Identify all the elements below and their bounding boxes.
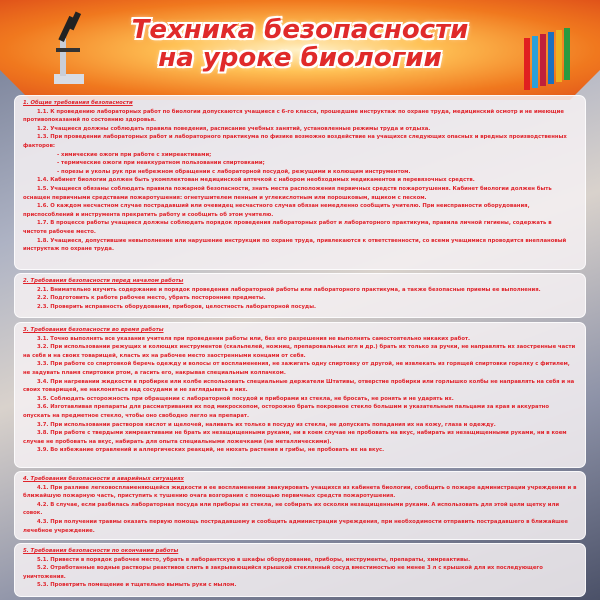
rule-item: 3.1. Точно выполнять все указания учителя при проведении работы или, без его разрешения не выполнять самостоятельно никаких работ.	[37, 335, 471, 342]
rule-item: 1.7. В процессе работы учащиеся должны соблюдать порядок проведения лабораторных работ и лабораторного практикума, правила личной гигиены, содержать в чистоте рабочее место.	[23, 220, 552, 235]
rule-item: 3.9. Во избежание отравлений и аллергических реакций, не нюхать растения и грибы, не пробовать их на вкус.	[37, 447, 385, 454]
rule-item: 1.3. При проведении лабораторных работ и лабораторного практикума по физике возможно воздействие на учащихся следующих опасных и вредных производственных факторов:	[23, 134, 567, 149]
rule-item: 3.5. Соблюдать осторожность при обращении с лабораторной посудой и приборами из стекла, не бросать, не ронять и не ударять их.	[37, 395, 454, 402]
rule-item: 5.2. Отработанные водные растворы реактивов слить в закрывающийся крышкой стеклянный сосуд вместимостью не менее 3 л с крышкой для их последующего уничтожения.	[23, 565, 543, 580]
rule-item: 3.8. При работе с твердыми химреактивами не брать их незащищенными руками, ни в коем случае не пробовать на вкус, набирать из незащищенными руками, ни в коем случае не пробовать на вкус, набирать для опыта специальными ложечками (не металлическими).	[23, 430, 567, 445]
section-heading: 1. Общие требования безопасности	[23, 100, 133, 106]
microscope-icon	[48, 8, 88, 88]
rule-item: 2.3. Проверить исправность оборудования, приборов, целостность лабораторной посуды.	[37, 303, 317, 310]
section-emergency	[14, 471, 586, 540]
rule-item: 2.1. Внимательно изучить содержание и порядок проведения лабораторной работы или лабораторного практикума, а также безопасные приемы ее выполнения.	[37, 286, 541, 293]
rule-item: 1.1. К проведению лабораторных работ по биологии допускаются учащиеся с 6-го класса, прошедшие инструктаж по охране труда, медицинский осмотр и не имеющие противопоказаний по состоянию здоровья.	[23, 108, 564, 124]
rule-item: 1.4. Кабинет биологии должен быть укомплектован медицинской аптечкой с набором необходимых медикаментов и перевязочных средств.	[37, 177, 475, 184]
test-tubes-icon	[520, 28, 580, 98]
section-before-work	[14, 273, 586, 318]
section-after-work	[14, 543, 586, 597]
rule-item: 3.2. При использовании режущих и колющих инструментов (скальпелей, ножниц, препаровальных игл и др.) брать их только за ручки, не направлять их заостренные части на себя и на своих товарищей, класть их на рабочее место заостренными концами от себя.	[23, 344, 576, 359]
rule-item: 4.2. В случае, если разбилась лабораторная посуда или приборы из стекла, не собирать их осколки незащищенными руками. А использовать для этой цели щетку или совок.	[23, 501, 560, 517]
rule-item: 1.8. Учащиеся, допустившие невыполнение или нарушение инструкции по охране труда, привлекаются к ответственности, со всеми учащимися проводится внеплановый инструктаж по охране труда.	[23, 237, 567, 253]
rule-subitem: - порезы и уколы рук при небрежном обращении с лабораторной посудой, режущими и колющим инструментом.	[57, 168, 411, 175]
poster-title	[120, 16, 480, 72]
rule-item: 1.5. Учащиеся обязаны соблюдать правила пожарной безопасности, знать места расположения первичных средств пожаротушения. Кабинет биологии должен быть оснащен первичными средствами пожаротушения: огнетушителем пенным и углекислотным или порошковым, ящиком с песком.	[23, 185, 552, 201]
rule-item: 2.2. Подготовить к работе рабочее место, убрать посторонние предметы.	[37, 295, 266, 302]
title-line-2: на уроке биологии	[158, 43, 442, 73]
section-heading: 5. Требования безопасности по окончании работы	[23, 548, 179, 554]
section-general	[14, 95, 586, 270]
rule-subitem: - термические ожоги при неаккуратном пользовании спиртовками;	[57, 160, 265, 167]
rule-item: 4.1. При разливе легковоспламеняющейся жидкости и ее воспламенении эвакуировать учащихся из кабинета биологии, сообщить о пожаре администрации учреждения и в ближайшую пожарную часть, приступить к тушению очага возгорания с помощью первичных средств пожаротушения.	[23, 484, 577, 500]
rule-subitem: - химические ожоги при работе с химреактивами;	[57, 151, 212, 158]
rule-item: 5.3. Проветрить помещение и тщательно вымыть руки с мылом.	[37, 582, 237, 589]
rule-item: 1.2. Учащиеся должны соблюдать правила поведения, расписание учебных занятий, установленные режимы труда и отдыха.	[37, 125, 431, 132]
section-heading: 4. Требования безопасности в аварийных ситуациях	[23, 476, 184, 482]
rule-item: 4.3. При получении травмы оказать первую помощь пострадавшему и сообщить администрации учреждения, при необходимости отправить пострадавшего в ближайшее лечебное учреждение.	[23, 518, 568, 534]
rule-item: 3.3. При работе со спиртовкой беречь одежду и волосы от воспламенения, не зажигать одну спиртовку от другой, не извлекать из горящей спиртовки горелку с фитилем, не задувать пламя спиртовки ртом, а гасить его, накрывая специальным колпачком.	[23, 361, 570, 376]
rule-item: 3.7. При использовании растворов кислот и щелочей, наливать их только в посуду из стекла, не допускать попадания их на кожу, глаза и одежду.	[37, 421, 496, 428]
rule-item: 5.1. Привести в порядок рабочее место, убрать в лаборантскую в шкафы оборудование, приборы, инструменты, препараты, химреактивы.	[37, 556, 471, 563]
section-heading: 2. Требования безопасности перед началом работы	[23, 278, 184, 284]
title-line-1: Техника безопасности	[131, 15, 469, 45]
section-during-work	[14, 322, 586, 468]
rule-item: 3.4. При нагревании жидкости в пробирке или колбе использовать специальные держатели Штативы, отверстие пробирки или горлышко колбы не направлять на себя и на своих товарищей, не наклоняться над сосудами и не заглядывать в них.	[23, 378, 575, 394]
section-heading: 3. Требования безопасности во время работы	[23, 327, 164, 333]
rule-item: 3.6. Изготавливая препараты для рассматривания их под микроскопом, осторожно брать покровное стекло большим и указательным пальцами за края и аккуратно опускать на предметное стекло, чтобы оно свободно легло на препарат.	[23, 404, 549, 419]
rule-item: 1.6. О каждом несчастном случае пострадавший или очевидец несчастного случая обязан немедленно сообщить учителю. При неисправности оборудования, приспособлений и инструмента прекратить работу и сообщить об этом учителю.	[23, 203, 530, 218]
